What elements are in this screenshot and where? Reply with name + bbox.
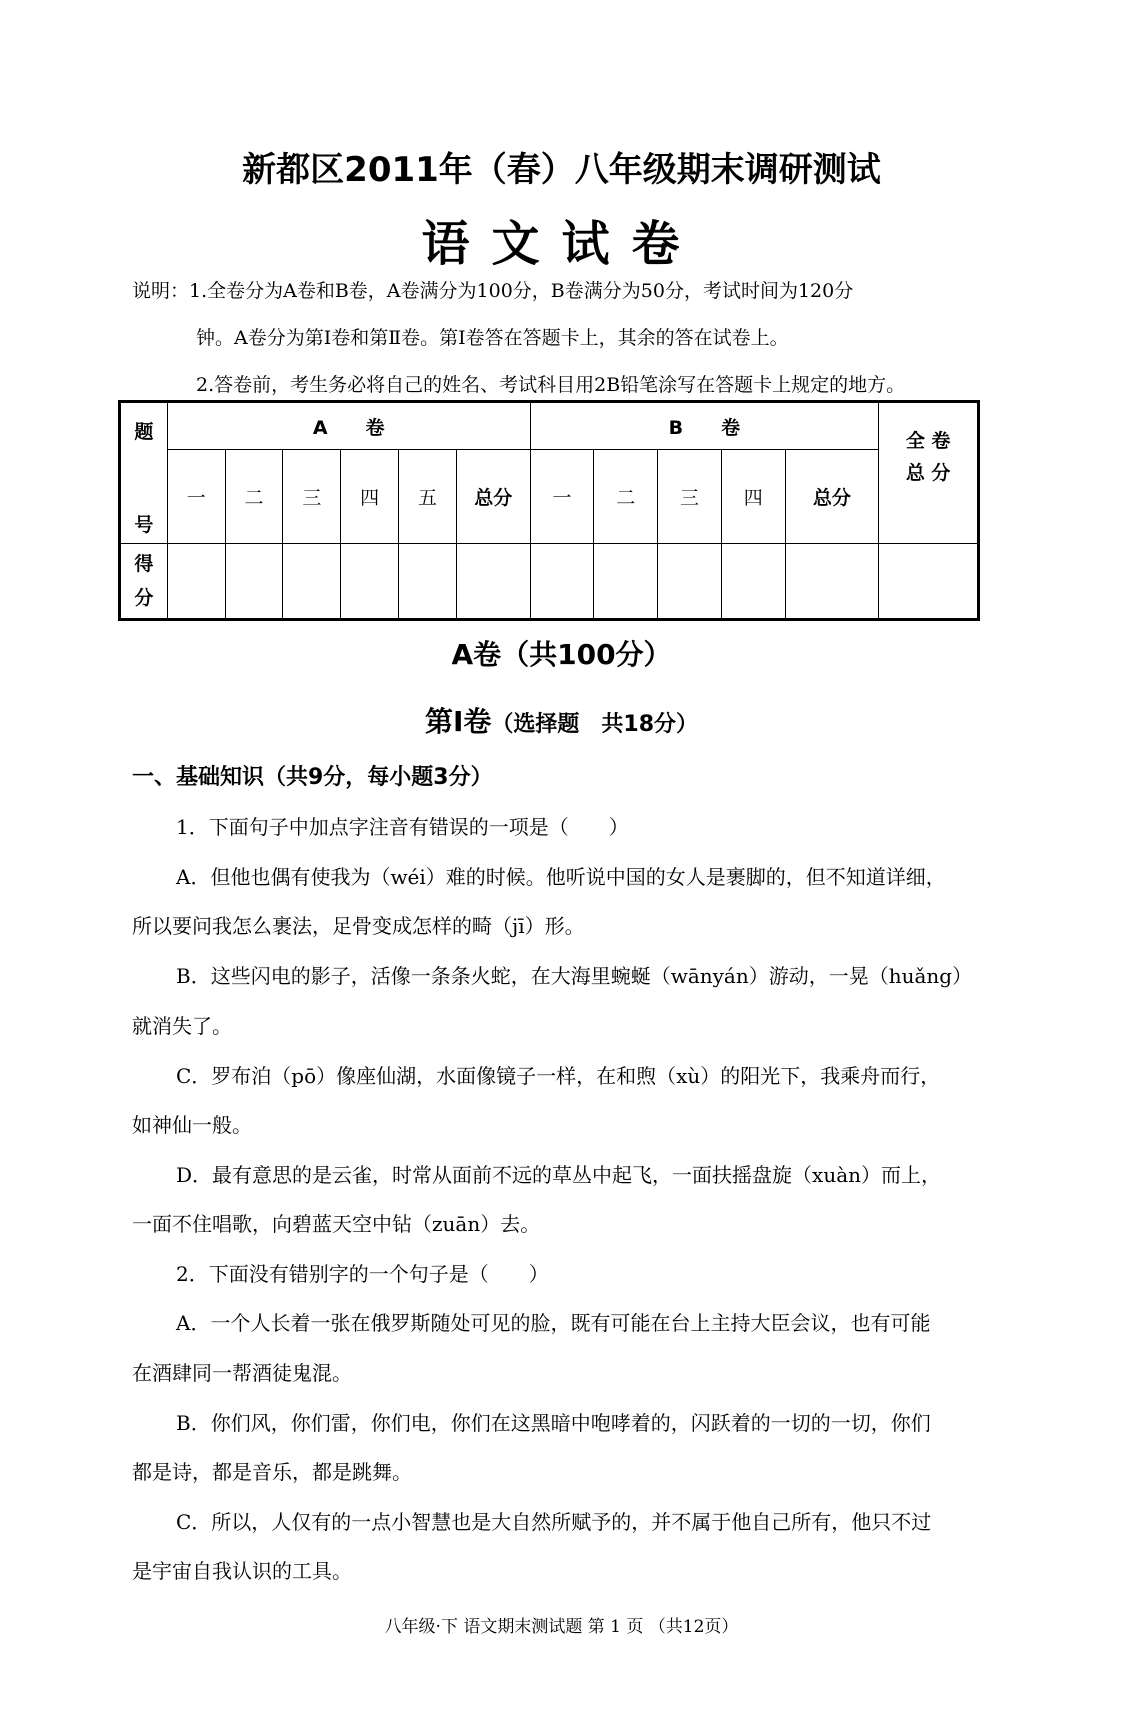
instruction-line-3: 2.答卷前，考生务必将自己的姓名、考试科目用2B铅笔涂写在答题卡上规定的地方。 bbox=[196, 374, 906, 396]
option-1d-line-1: D．最有意思的是云雀，时常从面前不远的草丛中起飞，一面扶摇盘旋（xuàn）而上， bbox=[176, 1163, 941, 1187]
total-header-line-1: 全 卷 bbox=[905, 430, 951, 452]
score-cell[interactable] bbox=[456, 544, 530, 620]
question-2: 2．下面没有错别字的一个句子是（ ） bbox=[176, 1262, 549, 1286]
score-cell[interactable] bbox=[594, 544, 658, 620]
label-de: 得 bbox=[134, 553, 154, 575]
option-1a-line-2: 所以要问我怎么裹法，足骨变成怎样的畸（jī）形。 bbox=[132, 914, 585, 938]
score-cell[interactable] bbox=[167, 544, 225, 620]
question-number-label bbox=[120, 402, 168, 544]
b-col-2: 二 bbox=[594, 450, 658, 544]
a-col-1: 一 bbox=[167, 450, 225, 544]
b-col-4: 四 bbox=[721, 450, 785, 544]
a-col-3: 三 bbox=[283, 450, 341, 544]
a-col-5: 五 bbox=[399, 450, 457, 544]
b-col-total: 总分 bbox=[785, 450, 879, 544]
option-1b-line-2: 就消失了。 bbox=[132, 1014, 232, 1038]
label-hao: 号 bbox=[134, 514, 154, 536]
question-1: 1．下面句子中加点字注音有错误的一项是（ ） bbox=[176, 815, 629, 839]
label-ti: 题 bbox=[134, 421, 154, 443]
option-1d-line-2: 一面不住唱歌，向碧蓝天空中钻（zuān）去。 bbox=[132, 1212, 541, 1236]
option-2b-line-1: B．你们风，你们雷，你们电，你们在这黑暗中咆哮着的，闪跃着的一切的一切，你们 bbox=[176, 1411, 931, 1435]
option-2a-line-2: 在酒肆同一帮酒徒鬼混。 bbox=[132, 1361, 352, 1385]
a-col-2: 二 bbox=[225, 450, 283, 544]
option-2c-line-2: 是宇宙自我认识的工具。 bbox=[132, 1559, 352, 1583]
score-cell[interactable] bbox=[721, 544, 785, 620]
part-one-main: 第Ⅰ卷 bbox=[424, 705, 492, 738]
score-cell[interactable] bbox=[399, 544, 457, 620]
score-cell[interactable] bbox=[879, 544, 979, 620]
exam-subject: 语文试卷 bbox=[421, 216, 702, 272]
total-header bbox=[879, 402, 979, 544]
score-cell[interactable] bbox=[530, 544, 594, 620]
score-cell[interactable] bbox=[283, 544, 341, 620]
page-footer: 八年级·下 语文期末测试题 第 1 页 （共12页） bbox=[384, 1617, 739, 1637]
section-heading: 一、基础知识（共9分，每小题3分） bbox=[132, 765, 493, 790]
score-cell[interactable] bbox=[785, 544, 879, 620]
option-1a-line-1: A．但他也偶有使我为（wéi）难的时候。他听说中国的女人是裹脚的，但不知道详细， bbox=[176, 865, 946, 889]
b-col-1: 一 bbox=[530, 450, 594, 544]
section-a-title: A卷（共100分） bbox=[451, 638, 672, 671]
a-section-header: A 卷 bbox=[167, 402, 530, 450]
exam-title: 新都区2011年（春）八年级期末调研测试 bbox=[242, 150, 881, 190]
b-col-3: 三 bbox=[658, 450, 722, 544]
a-col-total: 总分 bbox=[456, 450, 530, 544]
score-table bbox=[118, 400, 980, 621]
score-label bbox=[120, 544, 168, 620]
score-cell[interactable] bbox=[225, 544, 283, 620]
score-cell[interactable] bbox=[658, 544, 722, 620]
column-header-row bbox=[120, 450, 979, 544]
b-section-header: B 卷 bbox=[530, 402, 879, 450]
a-col-4: 四 bbox=[341, 450, 399, 544]
instruction-line-1: 说明：1.全卷分为A卷和B卷，A卷满分为100分，B卷满分为50分，考试时间为120分 bbox=[132, 280, 854, 302]
instruction-line-2: 钟。A卷分为第Ⅰ卷和第Ⅱ卷。第Ⅰ卷答在答题卡上，其余的答在试卷上。 bbox=[196, 327, 789, 349]
score-cell[interactable] bbox=[341, 544, 399, 620]
total-header-line-2: 总 分 bbox=[905, 462, 951, 484]
option-1c-line-2: 如神仙一般。 bbox=[132, 1113, 252, 1137]
option-1c-line-1: C．罗布泊（pō）像座仙湖，水面像镜子一样，在和煦（xù）的阳光下，我乘舟而行， bbox=[176, 1064, 941, 1088]
part-one-title bbox=[0, 700, 1123, 740]
score-row bbox=[120, 544, 979, 620]
option-2c-line-1: C．所以，人仅有的一点小智慧也是大自然所赋予的，并不属于他自己所有，他只不过 bbox=[176, 1510, 932, 1534]
option-1b-line-1: B．这些闪电的影子，活像一条条火蛇，在大海里蜿蜒（wānyán）游动，一晃（huǎng） bbox=[176, 964, 973, 988]
option-2b-line-2: 都是诗，都是音乐，都是跳舞。 bbox=[132, 1460, 412, 1484]
option-2a-line-1: A．一个人长着一张在俄罗斯随处可见的脸，既有可能在台上主持大臣会议，也有可能 bbox=[176, 1311, 931, 1335]
label-fen: 分 bbox=[134, 587, 154, 609]
part-one-sub: （选择题 共18分） bbox=[491, 712, 699, 737]
